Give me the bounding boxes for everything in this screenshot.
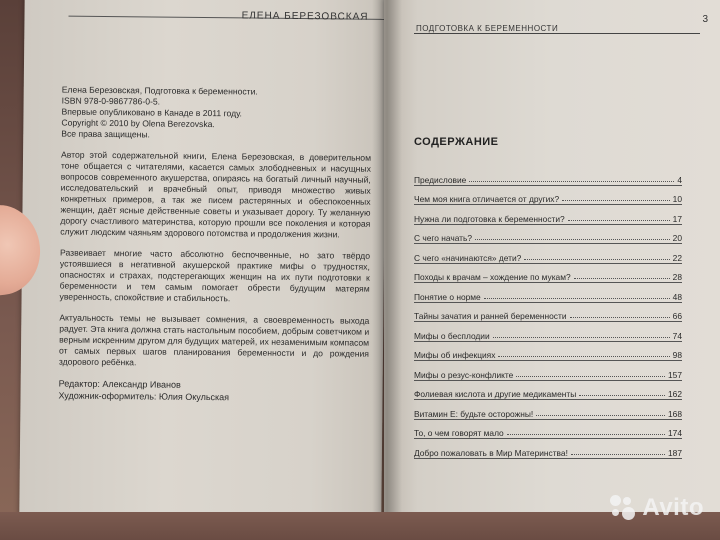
toc-leader [536,415,665,416]
toc-page: 17 [672,213,682,224]
toc-page: 66 [672,311,682,321]
toc-label: Понятие о норме [414,291,481,302]
toc-entry [414,264,682,284]
toc-entry [414,322,682,342]
book-spine-shadow [372,0,402,518]
toc-page: 22 [672,252,682,263]
toc-entry [414,400,682,420]
toc-page: 48 [672,291,682,302]
toc-label: Предисловие [414,174,467,185]
toc-label: Мифы о бесплодии [414,330,490,341]
toc-page: 74 [672,330,682,341]
annotation-paragraph: Актуальность темы не вызывает сомнения, а своевременность выхода радует. Эта книга должна стать настольным пособием, добрым советчиком и верным искренним другом для будущих матерей, их незаменимым компасом от самых первых шагов планирования беременности и до рождения здорового ребёнка. [58,312,370,368]
toc-leader [484,298,670,299]
toc-leader [493,337,670,338]
toc-leader [568,220,670,221]
toc-label: То, о чем говорят мало [414,428,504,438]
toc-entry [414,244,682,264]
designer-credit: Художник-оформитель: Юлия Окульская [58,390,230,403]
toc-label: Мифы о резус-конфликте [414,369,514,380]
watermark-text: Avito [642,494,704,521]
toc-label: Тайны зачатия и ранней беременности [414,311,567,321]
toc-leader [507,434,665,435]
annotation-paragraph: Автор этой содержательной книги, Елена Березовская, в доверительном тоне общается с читателями, касается самых злободневных и насущных вопросов современного акушерства, опираясь на богатый личный научный, исследовательский и врачебный опыт, приводя множество живых конкретных примеров, а так же писем растерянных и обеспокоенных женщин, даёт ясные действенные советы и указывает дорогу. Ту желанную дорогу счастливого материнства, которую прошли все поколения и которая служит людским чаяньям здорового потомства и продолжения жизни. [60,149,372,240]
toc-page: 28 [672,272,682,282]
avito-dots-icon [610,495,636,521]
table-of-contents [414,166,682,459]
toc-label: Нужна ли подготовка к беременности? [414,213,565,224]
toc-label: Походы к врачам – хождение по мукам? [414,272,571,282]
toc-label: Витамин Е: будьте осторожны! [414,408,534,419]
toc-leader [562,200,670,201]
copyright-block [61,85,372,143]
page-number: 3 [702,14,708,25]
isbn-line: ISBN 978-0-9867786-0-5. [61,95,161,107]
toc-leader [469,181,674,182]
toc-entry [414,361,682,381]
toc-page: 4 [677,174,682,185]
toc-page: 174 [668,428,682,438]
toc-entry [414,166,682,186]
toc-entry [414,420,682,440]
toc-leader [516,376,665,377]
toc-leader [579,395,665,396]
toc-entry [414,283,682,303]
copyright-line: Все права защищены. [61,128,151,140]
toc-entry [414,439,682,459]
toc-page: 168 [668,408,682,419]
toc-label: Чем моя книга отличается от других? [414,194,560,204]
toc-entry [414,205,682,225]
copyright-line: Елена Березовская, Подготовка к беременности. [61,84,258,97]
toc-label: Мифы об инфекциях [414,350,496,360]
toc-entry [414,225,682,245]
toc-page: 157 [668,369,682,380]
toc-leader [574,278,670,279]
toc-leader [498,356,669,357]
toc-page: 20 [672,233,682,243]
toc-entry [414,381,682,401]
toc-title: СОДЕРЖАНИЕ [414,136,499,148]
left-page [19,0,386,518]
right-page [384,0,720,518]
toc-page: 187 [668,447,682,458]
toc-page: 162 [668,389,682,399]
right-page-running-header: ПОДГОТОВКА К БЕРЕМЕННОСТИ [416,24,559,33]
avito-watermark [610,494,704,522]
credits-block [58,377,368,404]
editor-credit: Редактор: Александр Иванов [58,378,181,390]
toc-label: С чего начать? [414,233,473,243]
copyright-line: Впервые опубликовано в Канаде в 2011 году. [61,106,243,119]
toc-entry [414,186,682,206]
toc-page: 10 [672,194,682,204]
left-page-running-header: ЕЛЕНА БЕРЕЗОВСКАЯ [241,10,369,23]
toc-leader [571,454,665,455]
toc-entry [414,303,682,323]
copyright-line: Copyright © 2010 by Olena Berezovska. [61,117,215,130]
toc-entry [414,342,682,362]
left-page-body [58,85,371,415]
toc-label: Добро пожаловать в Мир Материнства! [414,447,568,458]
right-page-header-rule [414,26,700,34]
toc-leader [570,317,670,318]
toc-leader [475,239,670,240]
toc-page: 98 [672,350,682,360]
toc-label: Фолиевая кислота и другие медикаменты [414,389,577,399]
toc-leader [524,259,669,260]
toc-label: С чего «начинаются» дети? [414,252,522,263]
left-page-header-rule [68,7,386,23]
annotation-paragraph: Развеивает многие часто абсолютно беспочвенные, но зато твёрдо устоявшиеся в негативной акушерской практике мифы о трудностях, опасностях и страхах, подстерегающих женщин на их пути подготовки к беременности и тем самым помогает обрести будущим матерям уверенность, спокойствие и стабильность. [59,247,371,304]
